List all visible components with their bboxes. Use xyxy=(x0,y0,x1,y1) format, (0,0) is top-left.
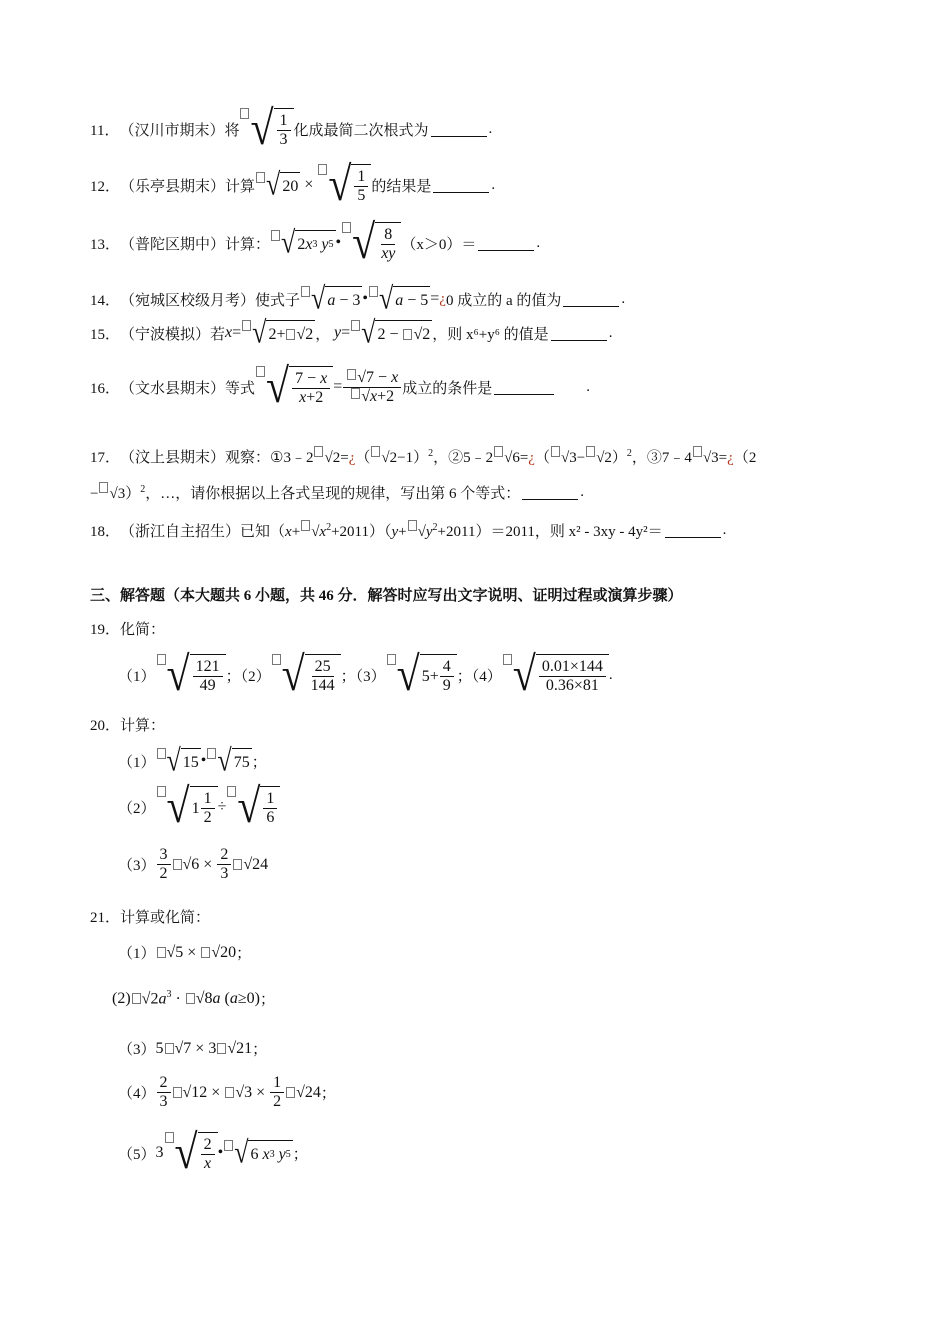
question-text: 成立的条件是 xyxy=(402,380,493,397)
question-17: 17． （汶上县期末）观察： ①3﹣2 √2=¿（ √2−1）$^2$，②5﹣2 √6=¿（ √3− √2）$^2$，③7﹣4 √3=¿（2 xyxy=(90,448,757,466)
answer-blank[interactable] xyxy=(551,326,607,341)
answer-blank[interactable] xyxy=(431,122,487,137)
question-19-parts: （1） √ $\frac{121}{49}$ ；（2） √ $\frac{25}{144}$ ；（3） √ 5+ $\frac{4}{9}$ ；（4） √ $\frac{0.01\times 144}{0.36\times 81}$ . xyxy=(118,648,613,702)
question-20: 20．计算： xyxy=(90,718,166,734)
question-16: 16． （文水县期末）等式 √ $\frac{7 - x}{x+2}$ = $\frac{√7 - x}{√x+2}$ 成立的条件是 . xyxy=(90,360,590,414)
question-text: 化成最简二次根式为 xyxy=(293,122,429,139)
question-text: ，…，请你根据以上各式呈现的规律，写出第 6 个等式： xyxy=(145,486,521,502)
question-13: 13． （普陀区期中）计算： √ 2 x 3 y 5 • √ $\frac{8}{xy}$ （x＞0）＝ . xyxy=(90,216,541,270)
answer-blank[interactable] xyxy=(433,178,489,193)
answer-blank[interactable] xyxy=(522,485,578,500)
answer-blank[interactable] xyxy=(494,380,554,395)
question-20-3: （3） $\frac{3}{2}$ √6 × $\frac{2}{3}$ √24 xyxy=(118,846,269,882)
question-text: （x＞0）＝ xyxy=(401,236,477,253)
question-21-4: （4） $\frac{2}{3}$ √12 × √3 × $\frac{1}{2}$ √24 ； xyxy=(118,1074,336,1110)
question-source: （普陀区期中）计算： xyxy=(120,236,271,253)
question-20-2: （2） √ 1 $\frac{1}{2}$ ÷ √ $\frac{1}{6}$ xyxy=(118,786,280,828)
question-18: 18． （浙江自主招生）已知 $(x+ √x^2+2011)(y+ √y^2+2011)$ ＝2011，则 x² ‑ 3xy ‑ 4y²＝ . xyxy=(90,522,727,540)
question-source: （宛城区校级月考）使式子 xyxy=(120,292,301,309)
answer-blank[interactable] xyxy=(478,236,534,251)
question-12: 12． （乐亭县期末）计算 √ 20 × √ $\frac{1}{5}$ 的结果是 . xyxy=(90,158,496,212)
question-17-cont: − √3）$^2$ ，…，请你根据以上各式呈现的规律，写出第 6 个等式： . xyxy=(90,484,584,502)
question-source: （浙江自主招生）已知 xyxy=(120,524,271,540)
question-text: ＝2011，则 x² ‑ 3xy ‑ 4y²＝ xyxy=(490,524,663,540)
question-source: （文水县期末）等式 xyxy=(120,380,256,397)
question-19: 19．化简： xyxy=(90,622,166,638)
question-20-1: （1） √ 15 • √ 75 ； xyxy=(118,743,267,778)
question-source: （汉川市期末）将 xyxy=(119,122,240,139)
question-source: （汶上县期末）观察： xyxy=(120,450,271,466)
question-21-2: (2) $√2a^3$ · √8a (a≥0) ； xyxy=(112,988,275,1008)
question-14: 14． （宛城区校级月考）使式子 √ a − 3 • √ a − 5 = ¿ 0 成立的 a 的值为 . xyxy=(90,281,626,316)
question-21-3: （3） 5 √7 × 3 √21 ； xyxy=(118,1039,268,1058)
section-heading: 三、解答题（本大题共 6 小题，共 46 分．解答时应写出文字说明、证明过程或演算步骤） xyxy=(90,588,683,604)
question-text: 0 成立的 a 的值为 xyxy=(445,292,562,309)
question-21-1: （1） √5 × √20 ； xyxy=(118,943,252,962)
answer-blank[interactable] xyxy=(563,292,619,307)
question-source: （宁波模拟）若 xyxy=(120,326,226,343)
question-number: 11． xyxy=(90,122,120,139)
question-21: 21．计算或化简： xyxy=(90,910,211,926)
question-15: 15． （宁波模拟）若 x = √ 2+ √2 ， y = √ 2 − √2 ，则 x⁶+y⁶ 的值是 . xyxy=(90,315,613,350)
question-source: （乐亭县期末）计算 xyxy=(120,178,256,195)
question-text: ，则 x⁶+y⁶ 的值是 xyxy=(432,326,549,343)
question-11: 11． （汉川市期末）将 √ $\frac{1}{3}$ 化成最简二次根式为 . xyxy=(90,102,493,156)
question-text: 的结果是 xyxy=(371,178,432,195)
question-21-5: （5） 3 √ $\frac{2}{x}$ • √ 6 x 3 y 5 ； xyxy=(118,1126,308,1180)
answer-blank[interactable] xyxy=(665,523,721,538)
